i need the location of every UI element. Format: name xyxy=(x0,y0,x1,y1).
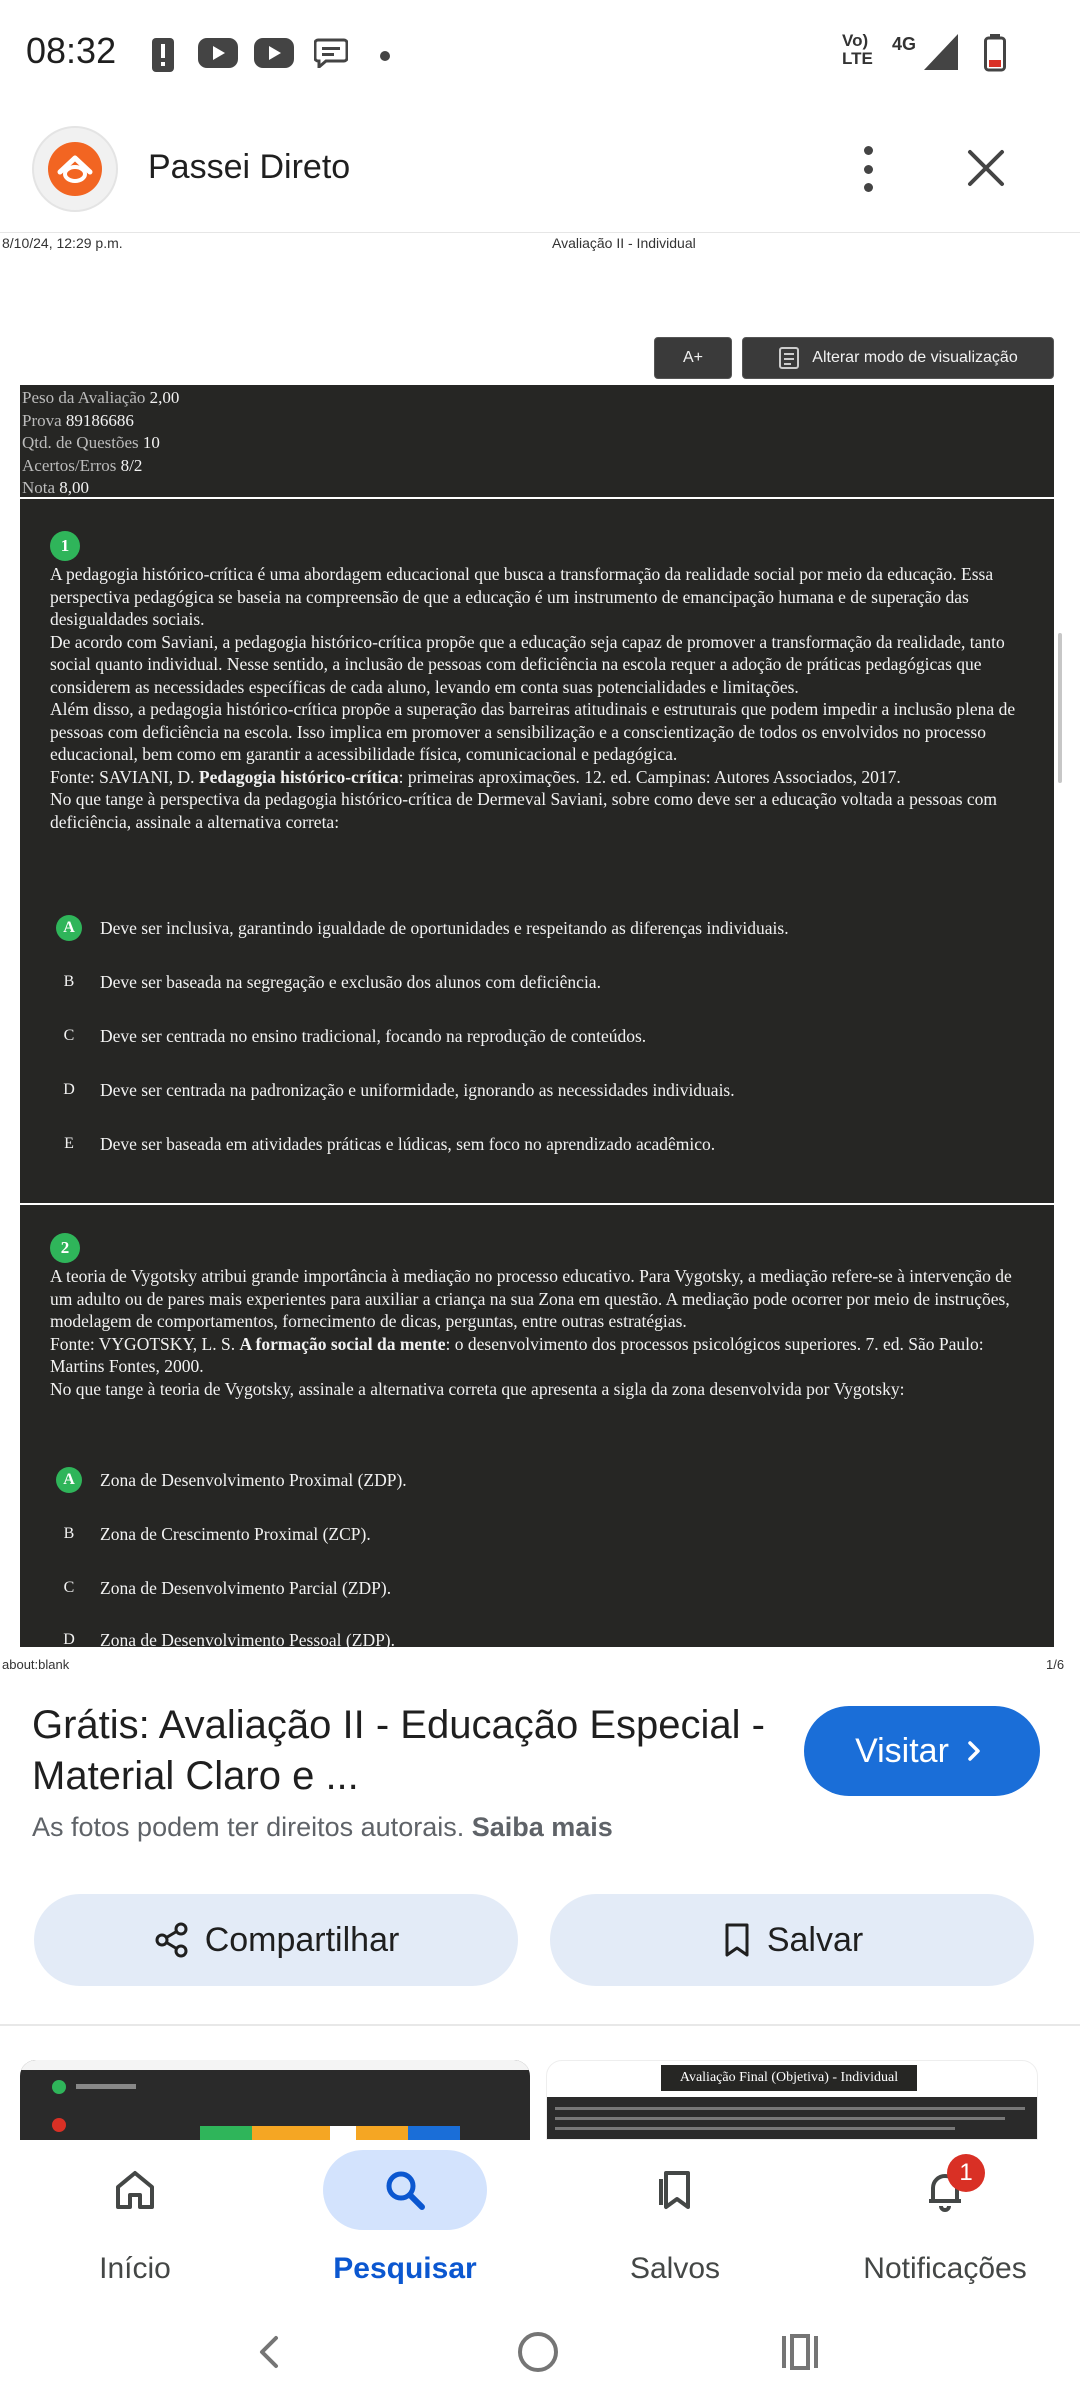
back-button[interactable] xyxy=(250,2332,290,2372)
summary-label: Peso da Avaliação xyxy=(22,388,146,407)
home-button[interactable] xyxy=(516,2330,560,2374)
source-suffix: : o desenvolvimento dos processos psicológicos superiores. 7. ed. São Paulo: Martins Fontes, 2000. xyxy=(50,1333,984,1376)
thumbnail-text-line xyxy=(76,2084,136,2089)
nav-label-pesquisar: Pesquisar xyxy=(333,2252,477,2285)
nav-active-indicator xyxy=(323,2150,487,2230)
summary-label: Prova xyxy=(22,410,62,430)
summary-value: 2,00 xyxy=(149,388,180,407)
summary-value: 89186686 xyxy=(65,410,134,430)
volte-indicator: Vo) LTE xyxy=(842,31,873,68)
recents-button[interactable] xyxy=(778,2332,822,2372)
copyright-text: As fotos podem ter direitos autorais. xyxy=(32,1812,465,1842)
back-chevron-icon xyxy=(250,2332,290,2372)
system-navigation-bar xyxy=(0,2300,1080,2400)
home-circle-icon xyxy=(516,2330,560,2374)
source-suffix: : primeiras aproximações. 12. ed. Campinas: Autores Associados, 2017. xyxy=(398,766,901,787)
signal-icon xyxy=(924,34,958,75)
question-paragraph: A teoria de Vygotsky atribui grande importância à mediação no processo educativo. Para Vygotsky, a mediação refere-se à intervenção de um adulto ou de pares mais experientes para auxiliar a criança na sua Zona em questão. A mediação pode ocorrer por meio de instruções, modelagem de comportamentos, fornecimento de dicas, perguntas, entre outras estratégias. xyxy=(50,1266,1012,1331)
source-prefix: Fonte: VYGOTSKY, L. S. xyxy=(50,1333,240,1354)
visit-button[interactable] xyxy=(804,1706,1040,1796)
answer-option xyxy=(56,969,601,995)
thumbnail-text-line xyxy=(555,2127,955,2130)
related-image-thumbnail[interactable] xyxy=(546,2060,1038,2140)
source-title: A formação social da mente xyxy=(239,1333,446,1354)
summary-value: 8,00 xyxy=(59,478,90,497)
share-icon xyxy=(153,1921,191,1959)
nav-icon-wrap xyxy=(885,2150,1005,2230)
thumbnail-color-strip xyxy=(200,2126,460,2140)
question-card-1 xyxy=(20,499,1054,1203)
answer-option xyxy=(56,1077,735,1103)
question-number-badge: 1 xyxy=(50,531,80,561)
question-number-badge: 2 xyxy=(50,1233,80,1263)
thumbnail-text-line xyxy=(555,2117,1005,2120)
home-icon xyxy=(112,2167,158,2213)
nav-label-salvos: Salvos xyxy=(629,2252,721,2285)
notification-badge: 1 xyxy=(947,2154,985,2192)
font-size-button[interactable]: A+ xyxy=(654,337,732,379)
chevron-right-icon xyxy=(959,1736,989,1766)
more-notifications-dot-icon xyxy=(380,48,390,66)
close-button[interactable] xyxy=(962,144,1010,192)
nav-item-notificacoes[interactable] xyxy=(810,2150,1080,2230)
passei-direto-logo-icon xyxy=(34,128,116,210)
message-icon xyxy=(314,38,348,73)
learn-more-link[interactable]: Saiba mais xyxy=(471,1812,613,1842)
status-bar xyxy=(0,0,1080,110)
view-mode-button[interactable] xyxy=(742,337,1054,379)
more-vert-icon xyxy=(864,146,873,155)
thumbnail-badge xyxy=(52,2118,66,2132)
summary-label: Nota xyxy=(22,478,56,497)
question-source xyxy=(50,766,1024,789)
correct-option-letter: A xyxy=(56,1467,82,1493)
thumbnail-title: Avaliação Final (Objetiva) - Individual xyxy=(661,2065,917,2091)
network-gen-label: 4G xyxy=(892,34,917,54)
view-mode-label: Alterar modo de visualização xyxy=(812,349,1018,366)
answer-option xyxy=(56,1131,715,1157)
option-letter: C xyxy=(63,1027,75,1044)
summary-value: 10 xyxy=(142,433,160,452)
summary-label: Acertos/Erros xyxy=(22,455,117,475)
option-text: Zona de Desenvolvimento Pessoal (ZDP). xyxy=(100,1629,396,1650)
question-card-2 xyxy=(20,1205,1054,1650)
nav-icon-wrap xyxy=(615,2150,735,2230)
document-scrollbar[interactable] xyxy=(1058,633,1062,783)
option-text: Deve ser centrada na padronização e uniformidade, ignorando as necessidades individuais. xyxy=(100,1079,735,1100)
copyright-notice xyxy=(32,1812,613,1843)
save-button[interactable] xyxy=(550,1894,1034,1986)
answer-option xyxy=(56,915,789,941)
correct-option-letter: A xyxy=(56,915,82,941)
status-time: 08:32 xyxy=(26,30,117,71)
bookmarks-icon xyxy=(652,2167,698,2213)
thumbnail-body xyxy=(547,2097,1038,2140)
option-text: Zona de Desenvolvimento Parcial (ZDP). xyxy=(100,1577,392,1598)
question-number-wrap xyxy=(50,531,80,561)
answer-option xyxy=(56,1575,391,1601)
bookmark-icon xyxy=(721,1922,753,1958)
question-text xyxy=(50,563,1024,833)
answer-option xyxy=(56,1627,395,1653)
nav-label-notificacoes: Notificações xyxy=(863,2252,1027,2285)
option-letter: C xyxy=(63,1579,75,1596)
document-preview[interactable] xyxy=(0,232,1080,1672)
battery-icon xyxy=(984,34,1006,77)
option-text: Deve ser baseada na segregação e exclusão dos alunos com deficiência. xyxy=(100,971,601,992)
document-footer-url: about:blank xyxy=(2,1657,70,1672)
recents-icon xyxy=(778,2332,822,2372)
share-button[interactable] xyxy=(34,1894,518,1986)
summary-row xyxy=(22,410,1052,433)
document-icon xyxy=(778,346,800,370)
source-prefix: Fonte: SAVIANI, D. xyxy=(50,766,199,787)
option-letter: E xyxy=(64,1135,74,1152)
page-title: Passei Direto xyxy=(148,148,351,186)
option-text: Deve ser centrada no ensino tradicional, focando na reprodução de conteúdos. xyxy=(100,1025,647,1046)
option-text: Deve ser inclusiva, garantindo igualdade de oportunidades e respeitando as diferenças individuais. xyxy=(100,917,789,938)
more-vert-dot xyxy=(864,183,873,192)
exam-summary xyxy=(20,385,1054,497)
volte-label: Vo xyxy=(842,31,863,50)
document-header-title: Avaliação II - Individual xyxy=(552,235,696,251)
thumbnail-header xyxy=(20,2060,530,2070)
nav-item-inicio[interactable] xyxy=(0,2150,270,2230)
related-image-thumbnail[interactable] xyxy=(20,2060,530,2140)
summary-label: Qtd. de Questões xyxy=(22,433,139,452)
nav-item-salvos[interactable] xyxy=(540,2150,810,2230)
document-page-indicator: 1/6 xyxy=(1046,1657,1065,1672)
share-label: Compartilhar xyxy=(204,1920,400,1959)
option-text: Deve ser baseada em atividades práticas e lúdicas, sem foco no aprendizado acadêmico. xyxy=(100,1133,716,1154)
thumbnail-badge xyxy=(52,2080,66,2094)
search-icon xyxy=(382,2167,428,2213)
question-prompt: No que tange à teoria de Vygotsky, assinale a alternativa correta que apresenta a sigla da zona desenvolvida por Vygotsky: xyxy=(50,1378,905,1399)
question-number-wrap xyxy=(50,1233,80,1263)
close-icon xyxy=(962,144,1010,192)
option-letter: D xyxy=(63,1631,75,1648)
more-options-button[interactable] xyxy=(846,142,890,196)
question-paragraph: Além disso, a pedagogia histórico-crítica propõe a superação das barreiras atitudinais e estruturais que podem impedir a inclusão plena de pessoas com deficiência na escola. Isso implica em promover a sensibilização e a conscientização de todos os envolvidos no processo educacional, bem como em garantir a acessibilidade física, comunicacional e pedagógica. xyxy=(50,699,1016,764)
youtube-icon xyxy=(198,38,238,73)
summary-value: 8/2 xyxy=(120,455,143,475)
option-letter: D xyxy=(63,1081,75,1098)
option-text: Zona de Desenvolvimento Proximal (ZDP). xyxy=(100,1469,407,1490)
option-text: Zona de Crescimento Proximal (ZCP). xyxy=(100,1523,371,1544)
network-label: LTE xyxy=(842,49,873,68)
question-text xyxy=(50,1265,1024,1400)
question-paragraph: A pedagogia histórico-crítica é uma abordagem educacional que busca a transformação da realidade social por meio da educação. Essa perspectiva pedagógica se baseia na compreensão de que a educação é um instrumento de emancipação humana e de superação das desigualdades sociais. xyxy=(50,564,994,629)
question-prompt: No que tange à perspectiva da pedagogia histórico-crítica de Dermeval Saviani, sobre como deve ser a educação voltada a pessoas com deficiência, assinale a alternativa correta: xyxy=(50,789,998,832)
answer-option xyxy=(56,1521,371,1547)
thumbnail-text-line xyxy=(555,2107,1025,2110)
document-date: 8/10/24, 12:29 p.m. xyxy=(2,235,123,251)
summary-row xyxy=(22,477,1052,500)
alert-icon xyxy=(152,38,174,77)
source-title: Pedagogia histórico-crítica xyxy=(198,766,399,787)
question-paragraph: De acordo com Saviani, a pedagogia histórico-crítica propõe que a educação seja capaz de promover a transformação da realidade, tanto social quanto individual. Nesse sentido, a inclusão de pessoas com deficiência na escola requer a adoção de práticas pedagógicas que considerem as necessidades específicas de cada aluno, levando em conta suas potencialidades e limitações. xyxy=(50,631,1005,697)
more-vert-dot xyxy=(864,165,873,174)
result-title[interactable]: Grátis: Avaliação II - Educação Especial - Material Claro e ... xyxy=(32,1703,765,1798)
summary-row xyxy=(22,455,1052,478)
summary-row xyxy=(22,432,1052,455)
summary-row xyxy=(22,387,1052,410)
nav-icon-wrap xyxy=(75,2150,195,2230)
app-logo xyxy=(32,126,118,212)
answer-option xyxy=(56,1467,407,1493)
question-source xyxy=(50,1333,1024,1378)
visit-label: Visitar xyxy=(855,1731,949,1770)
youtube-icon xyxy=(254,38,294,73)
option-letter: B xyxy=(63,1525,75,1542)
nav-label-inicio: Início xyxy=(99,2252,171,2285)
divider xyxy=(0,2024,1080,2026)
answer-option xyxy=(56,1023,646,1049)
option-letter: B xyxy=(63,973,75,990)
save-label: Salvar xyxy=(766,1920,864,1959)
nav-item-pesquisar[interactable] xyxy=(270,2150,540,2230)
